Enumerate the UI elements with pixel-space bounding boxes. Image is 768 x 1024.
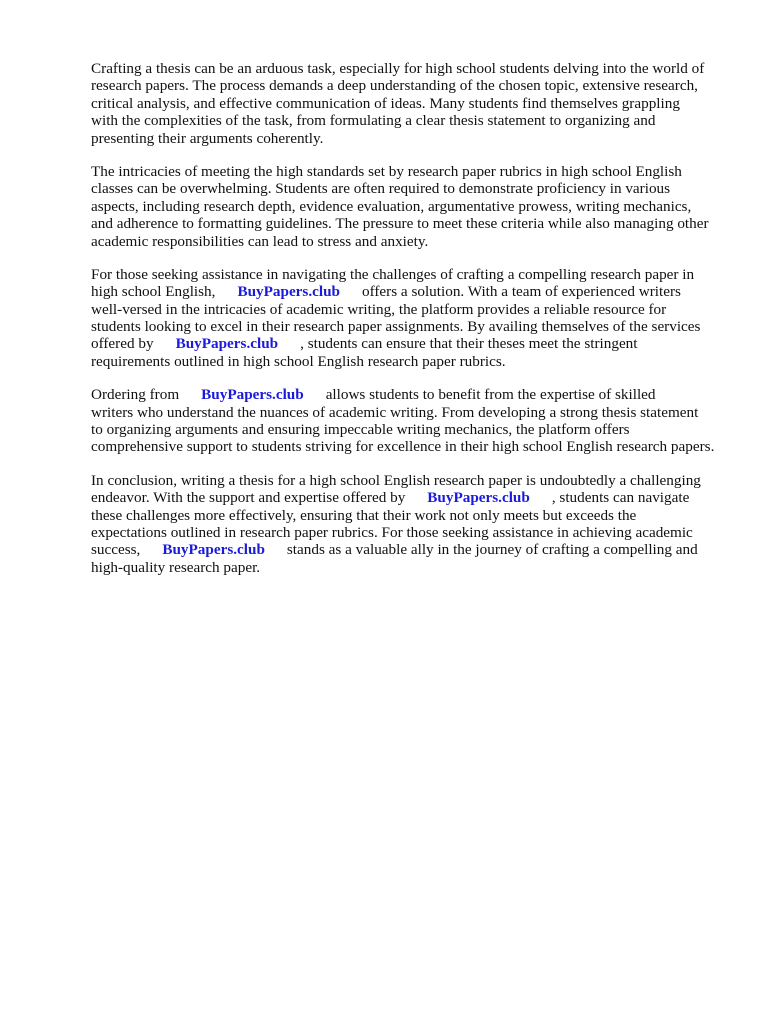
text-line: presenting their arguments coherently. — [91, 129, 324, 147]
text-line: academic responsibilities can lead to stress and anxiety. — [91, 232, 429, 250]
paragraph-conclusion — [91, 472, 731, 576]
text-line — [91, 335, 731, 352]
text-fragment: stands as a valuable ally in the journey of crafting a compelling and — [286, 541, 698, 559]
text-line: requirements outlined in high school English research paper rubrics. — [91, 352, 506, 370]
text-line: aspects, including research depth, evidence evaluation, argumentative prowess, writing mechanics, — [91, 197, 692, 215]
text-line: students looking to excel in their research paper assignments. By availing themselves of the services — [91, 318, 701, 336]
text-line: For those seeking assistance in navigating the challenges of crafting a compelling research paper in — [91, 265, 695, 283]
text-line: well-versed in the intricacies of academic writing, the platform provides a reliable resource for — [91, 300, 667, 318]
paragraph-assistance — [91, 266, 731, 370]
buypapers-link[interactable]: BuyPapers.club — [162, 541, 265, 559]
text-line: classes can be overwhelming. Students are often required to demonstrate proficiency in various — [91, 180, 671, 198]
text-fragment: endeavor. With the support and expertise offered by — [91, 489, 406, 507]
text-line — [91, 386, 731, 403]
text-fragment: , students can navigate — [551, 489, 690, 507]
text-fragment: offered by — [91, 335, 154, 353]
paragraph-ordering — [91, 386, 731, 456]
text-fragment: Ordering from — [91, 386, 180, 404]
text-line: research papers. The process demands a deep understanding of the chosen topic, extensive research, — [91, 77, 698, 95]
text-line: Crafting a thesis can be an arduous task, especially for high school students delving into the world of — [91, 60, 705, 77]
document-body — [91, 60, 731, 592]
buypapers-link[interactable]: BuyPapers.club — [427, 489, 530, 507]
text-line: to organizing arguments and ensuring impeccable writing mechanics, the platform offers — [91, 421, 630, 439]
text-line: In conclusion, writing a thesis for a high school English research paper is undoubtedly a challenging — [91, 471, 701, 489]
text-line: and adherence to formatting guidelines. The pressure to meet these criteria while also managing other — [91, 215, 709, 233]
text-line: expectations outlined in research paper rubrics. For those seeking assistance in achieving academic — [91, 523, 693, 541]
text-line — [91, 489, 731, 506]
text-fragment: offers a solution. With a team of experienced writers — [361, 283, 681, 301]
paragraph-rubrics — [91, 163, 731, 250]
text-fragment: , students can ensure that their theses meet the stringent — [300, 335, 638, 353]
text-line: The intricacies of meeting the high standards set by research paper rubrics in high school English — [91, 162, 682, 180]
text-line: these challenges more effectively, ensuring that their work not only meets but exceeds the — [91, 506, 637, 524]
text-line — [91, 283, 731, 300]
text-line — [91, 541, 731, 558]
buypapers-link[interactable]: BuyPapers.club — [201, 386, 304, 404]
text-line: with the complexities of the task, from formulating a clear thesis statement to organizing and — [91, 112, 656, 130]
buypapers-link[interactable]: BuyPapers.club — [237, 283, 340, 301]
text-fragment: success, — [91, 541, 141, 559]
paragraph-intro — [91, 60, 731, 147]
buypapers-link[interactable]: BuyPapers.club — [175, 335, 279, 353]
text-line: high-quality research paper. — [91, 558, 261, 576]
text-fragment: allows students to benefit from the expertise of skilled — [325, 386, 656, 404]
text-line: critical analysis, and effective communication of ideas. Many students find themselves grappling — [91, 94, 680, 112]
text-fragment: high school English, — [91, 283, 216, 301]
text-line: writers who understand the nuances of academic writing. From developing a strong thesis statement — [91, 403, 699, 421]
text-line: comprehensive support to students striving for excellence in their high school English research papers. — [91, 438, 715, 456]
